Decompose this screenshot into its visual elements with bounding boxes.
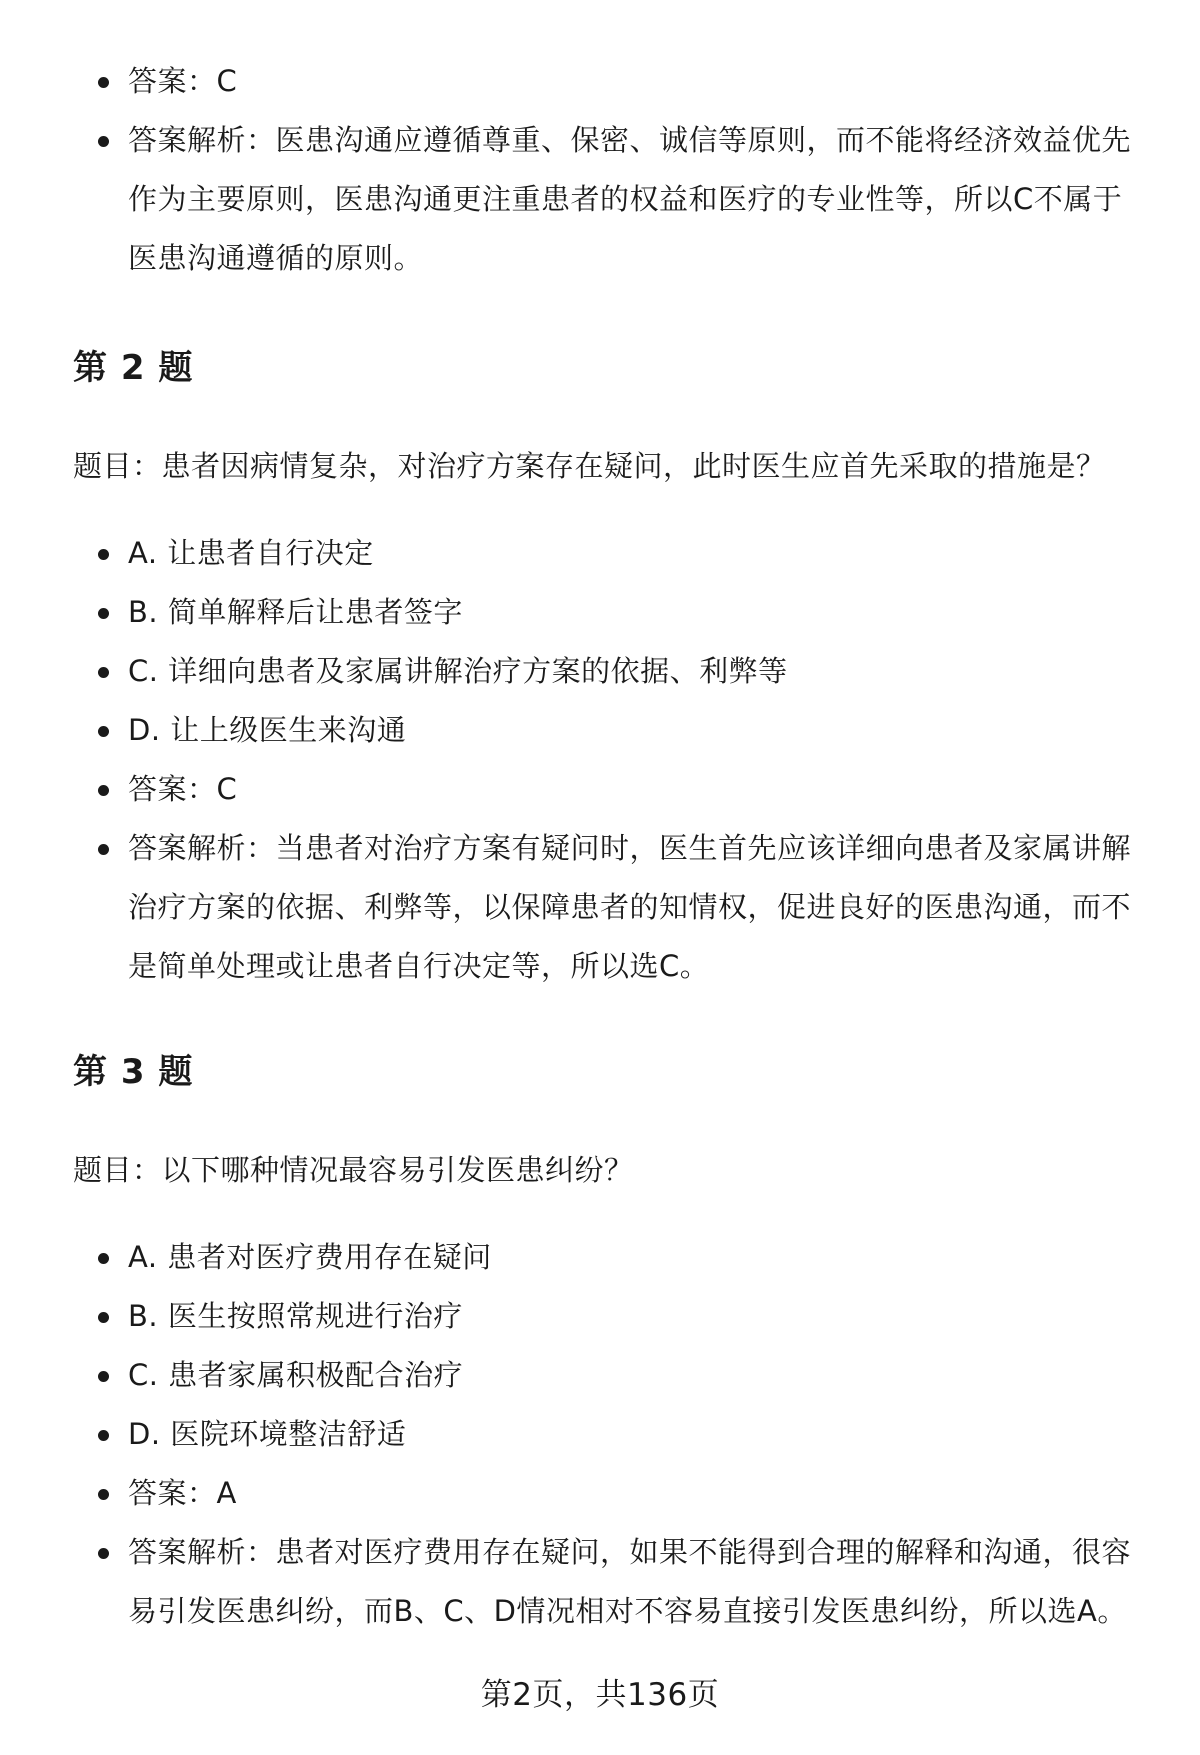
question-1-tail bbox=[0, 52, 1200, 288]
option-item: B. 简单解释后让患者签字 bbox=[0, 583, 1200, 642]
question-3-heading: 第 3 题 bbox=[73, 1052, 194, 1092]
page-indicator: 第2页，共136页 bbox=[480, 1677, 720, 1713]
option-item: A. 让患者自行决定 bbox=[0, 524, 1200, 583]
question-2-body bbox=[0, 524, 1200, 996]
explanation-item: 答案解析：医患沟通应遵循尊重、保密、诚信等原则，而不能将经济效益优先作为主要原则，医患沟通更注重患者的权益和医疗的专业性等，所以C不属于医患沟通遵循的原则。 bbox=[0, 111, 1200, 288]
question-2-list bbox=[0, 524, 1200, 996]
option-item: C. 患者家属积极配合治疗 bbox=[0, 1346, 1200, 1405]
question-1-list bbox=[0, 52, 1200, 288]
option-item: C. 详细向患者及家属讲解治疗方案的依据、利弊等 bbox=[0, 642, 1200, 701]
option-item: B. 医生按照常规进行治疗 bbox=[0, 1287, 1200, 1346]
explanation-item: 答案解析：当患者对治疗方案有疑问时，医生首先应该详细向患者及家属讲解治疗方案的依据、利弊等，以保障患者的知情权，促进良好的医患沟通，而不是简单处理或让患者自行决定等，所以选C。 bbox=[0, 819, 1200, 996]
option-item: D. 让上级医生来沟通 bbox=[0, 701, 1200, 760]
answer-item: 答案：A bbox=[0, 1464, 1200, 1523]
question-2-text: 题目：患者因病情复杂，对治疗方案存在疑问，此时医生应首先采取的措施是？ bbox=[73, 449, 1106, 483]
question-2-heading: 第 2 题 bbox=[73, 348, 194, 388]
option-item: D. 医院环境整洁舒适 bbox=[0, 1405, 1200, 1464]
option-item: A. 患者对医疗费用存在疑问 bbox=[0, 1228, 1200, 1287]
answer-item: 答案：C bbox=[0, 760, 1200, 819]
question-3-list bbox=[0, 1228, 1200, 1641]
explanation-item: 答案解析：患者对医疗费用存在疑问，如果不能得到合理的解释和沟通，很容易引发医患纠纷，而B、C、D情况相对不容易直接引发医患纠纷，所以选A。 bbox=[0, 1523, 1200, 1641]
question-3-text: 题目：以下哪种情况最容易引发医患纠纷？ bbox=[73, 1153, 634, 1187]
answer-item: 答案：C bbox=[0, 52, 1200, 111]
question-3-body bbox=[0, 1228, 1200, 1641]
